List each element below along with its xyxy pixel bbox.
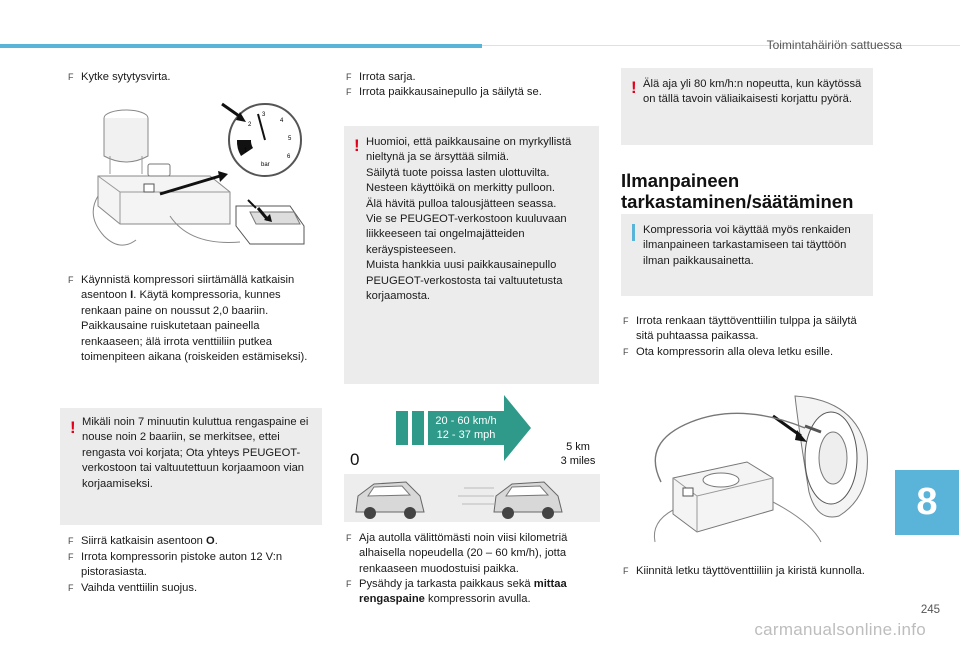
distance-miles-label: 3 miles — [560, 455, 596, 467]
step-text: Siirrä katkaisin asentoon O. — [81, 535, 218, 547]
bullet-glyph: F — [623, 566, 629, 576]
bullet-glyph: F — [346, 533, 352, 543]
bullet-glyph: F — [346, 579, 352, 589]
step-attach-hose — [623, 564, 873, 579]
bullet-glyph: F — [68, 536, 74, 546]
step-text: Irrota kompressorin pistoke auton 12 V:n pistorasiasta. — [81, 551, 283, 579]
header-accent-bar — [0, 44, 482, 48]
bullet-glyph: F — [68, 552, 74, 562]
step-unplug — [68, 550, 320, 581]
bullet-glyph: F — [346, 72, 352, 82]
svg-text:1: 1 — [244, 148, 248, 154]
warning-icon: ! — [354, 136, 360, 155]
hose-connection-illustration — [621, 392, 873, 552]
bullet-glyph: F — [68, 72, 74, 82]
step-text: Käynnistä kompressori siirtämällä katkaisin asentoon I. Käytä kompressoria, kunnes renkaan paine on noussut 2,0 baariin. Paikkausaine ruiskutetaan paineella renkaaseen; älä irrota venttiiliin putkea toimenpiteen aikana (roiskeiden estämiseksi). — [81, 274, 308, 364]
svg-text:2: 2 — [248, 122, 252, 128]
step-valve-cap — [68, 581, 320, 596]
warning-text: Mikäli noin 7 minuutin kuluttua rengaspaine ei nouse noin 2 baariin, se merkitsee, ettei rengasta voi korjata; Ota yhteys PEUGEOT-verkostoon tai valtuutettuun korjaamoon vian korjaamiseksi. — [82, 416, 309, 490]
step-remove-valve-cap — [623, 314, 873, 345]
step-take-out-hose — [623, 345, 873, 360]
watermark: carmanualsonline.info — [754, 620, 926, 639]
warning-text: Älä aja yli 80 km/h:n nopeutta, kun käytössä on tällä tavoin väliaikaisesti korjattu pyörä. — [643, 78, 862, 106]
distance-km-label: 5 km — [566, 441, 590, 453]
info-text: Kompressoria voi käyttää myös renkaiden ilmanpaineen tarkastamiseen tai täyttöön ilman paikkausainetta. — [643, 224, 851, 267]
distance-start-label: 0 — [350, 450, 360, 469]
bullet-glyph: F — [623, 316, 629, 326]
step-remove-kit — [346, 70, 596, 85]
step-ignition-on — [68, 70, 318, 85]
warning-text: Huomioi, että paikkausaine on myrkyllistä nieltynä ja se ärsyttää silmiä. Säilytä tuote poissa lasten ulottuvilta. Nesteen käyttöikä on merkitty pulloon. Älä hävitä pulloa talousjätteen seassa. Vie se PEUGEOT-verkostoon kuuluvaan liikkeeseen tai ongelmajätteiden keräyspisteeseen. Muista hankkia uusi paikkausainepullo PEUGEOT-verkostosta tai valtuutetusta korjaamosta. — [366, 136, 572, 303]
speed-kmh-label: 20 - 60 km/h — [435, 415, 497, 427]
step-text: Pysähdy ja tarkasta paikkaus sekä mittaa rengaspaine kompressorin avulla. — [359, 578, 567, 606]
step-text: Kiinnitä letku täyttöventtiiliin ja kiristä kunnolla. — [636, 565, 865, 577]
section-heading: Ilmanpaineen tarkastaminen/säätäminen — [621, 170, 854, 212]
speed-mph-label: 12 - 37 mph — [436, 429, 496, 441]
warning-note-pressure — [60, 408, 322, 525]
page-number: 245 — [920, 604, 940, 616]
bullet-glyph: F — [68, 275, 74, 285]
warning-note-speed — [621, 68, 873, 145]
step-store-bottle — [346, 85, 596, 100]
driving-distance-illustration — [344, 392, 600, 522]
step-drive — [346, 531, 598, 577]
step-text: Irrota paikkausainepullo ja säilytä se. — [359, 86, 542, 98]
warning-icon: ! — [70, 418, 76, 437]
step-start-compressor — [68, 273, 320, 365]
info-icon — [632, 224, 635, 241]
svg-text:4: 4 — [280, 118, 284, 124]
svg-text:3: 3 — [262, 112, 266, 118]
step-text: Kytke sytytysvirta. — [81, 71, 171, 83]
step-text: Irrota sarja. — [359, 71, 416, 83]
warning-note-sealant — [344, 126, 599, 384]
svg-text:5: 5 — [288, 136, 292, 142]
svg-text:6: 6 — [287, 154, 291, 160]
step-text: Aja autolla välittömästi noin viisi kilometriä alhaisella nopeudella (20 – 60 km/h), jotta renkaaseen muodostuisi paikka. — [359, 532, 568, 575]
compressor-gauge-illustration — [90, 96, 315, 256]
warning-icon: ! — [631, 78, 637, 97]
step-text: Ota kompressorin alla oleva letku esille. — [636, 346, 834, 358]
section-title: Toimintahäiriön sattuessa — [766, 38, 902, 52]
step-text: Vaihda venttiilin suojus. — [81, 582, 198, 594]
info-note-compressor — [621, 214, 873, 296]
bullet-glyph: F — [346, 87, 352, 97]
gauge-unit-label: bar — [261, 162, 270, 168]
bullet-glyph: F — [68, 583, 74, 593]
step-text: Irrota renkaan täyttöventtiilin tulppa ja säilytä sitä puhtaassa paikassa. — [636, 315, 857, 343]
bullet-glyph: F — [623, 347, 629, 357]
step-check-pressure — [346, 577, 598, 608]
chapter-tab: 8 — [895, 470, 959, 535]
step-switch-off — [68, 534, 320, 549]
